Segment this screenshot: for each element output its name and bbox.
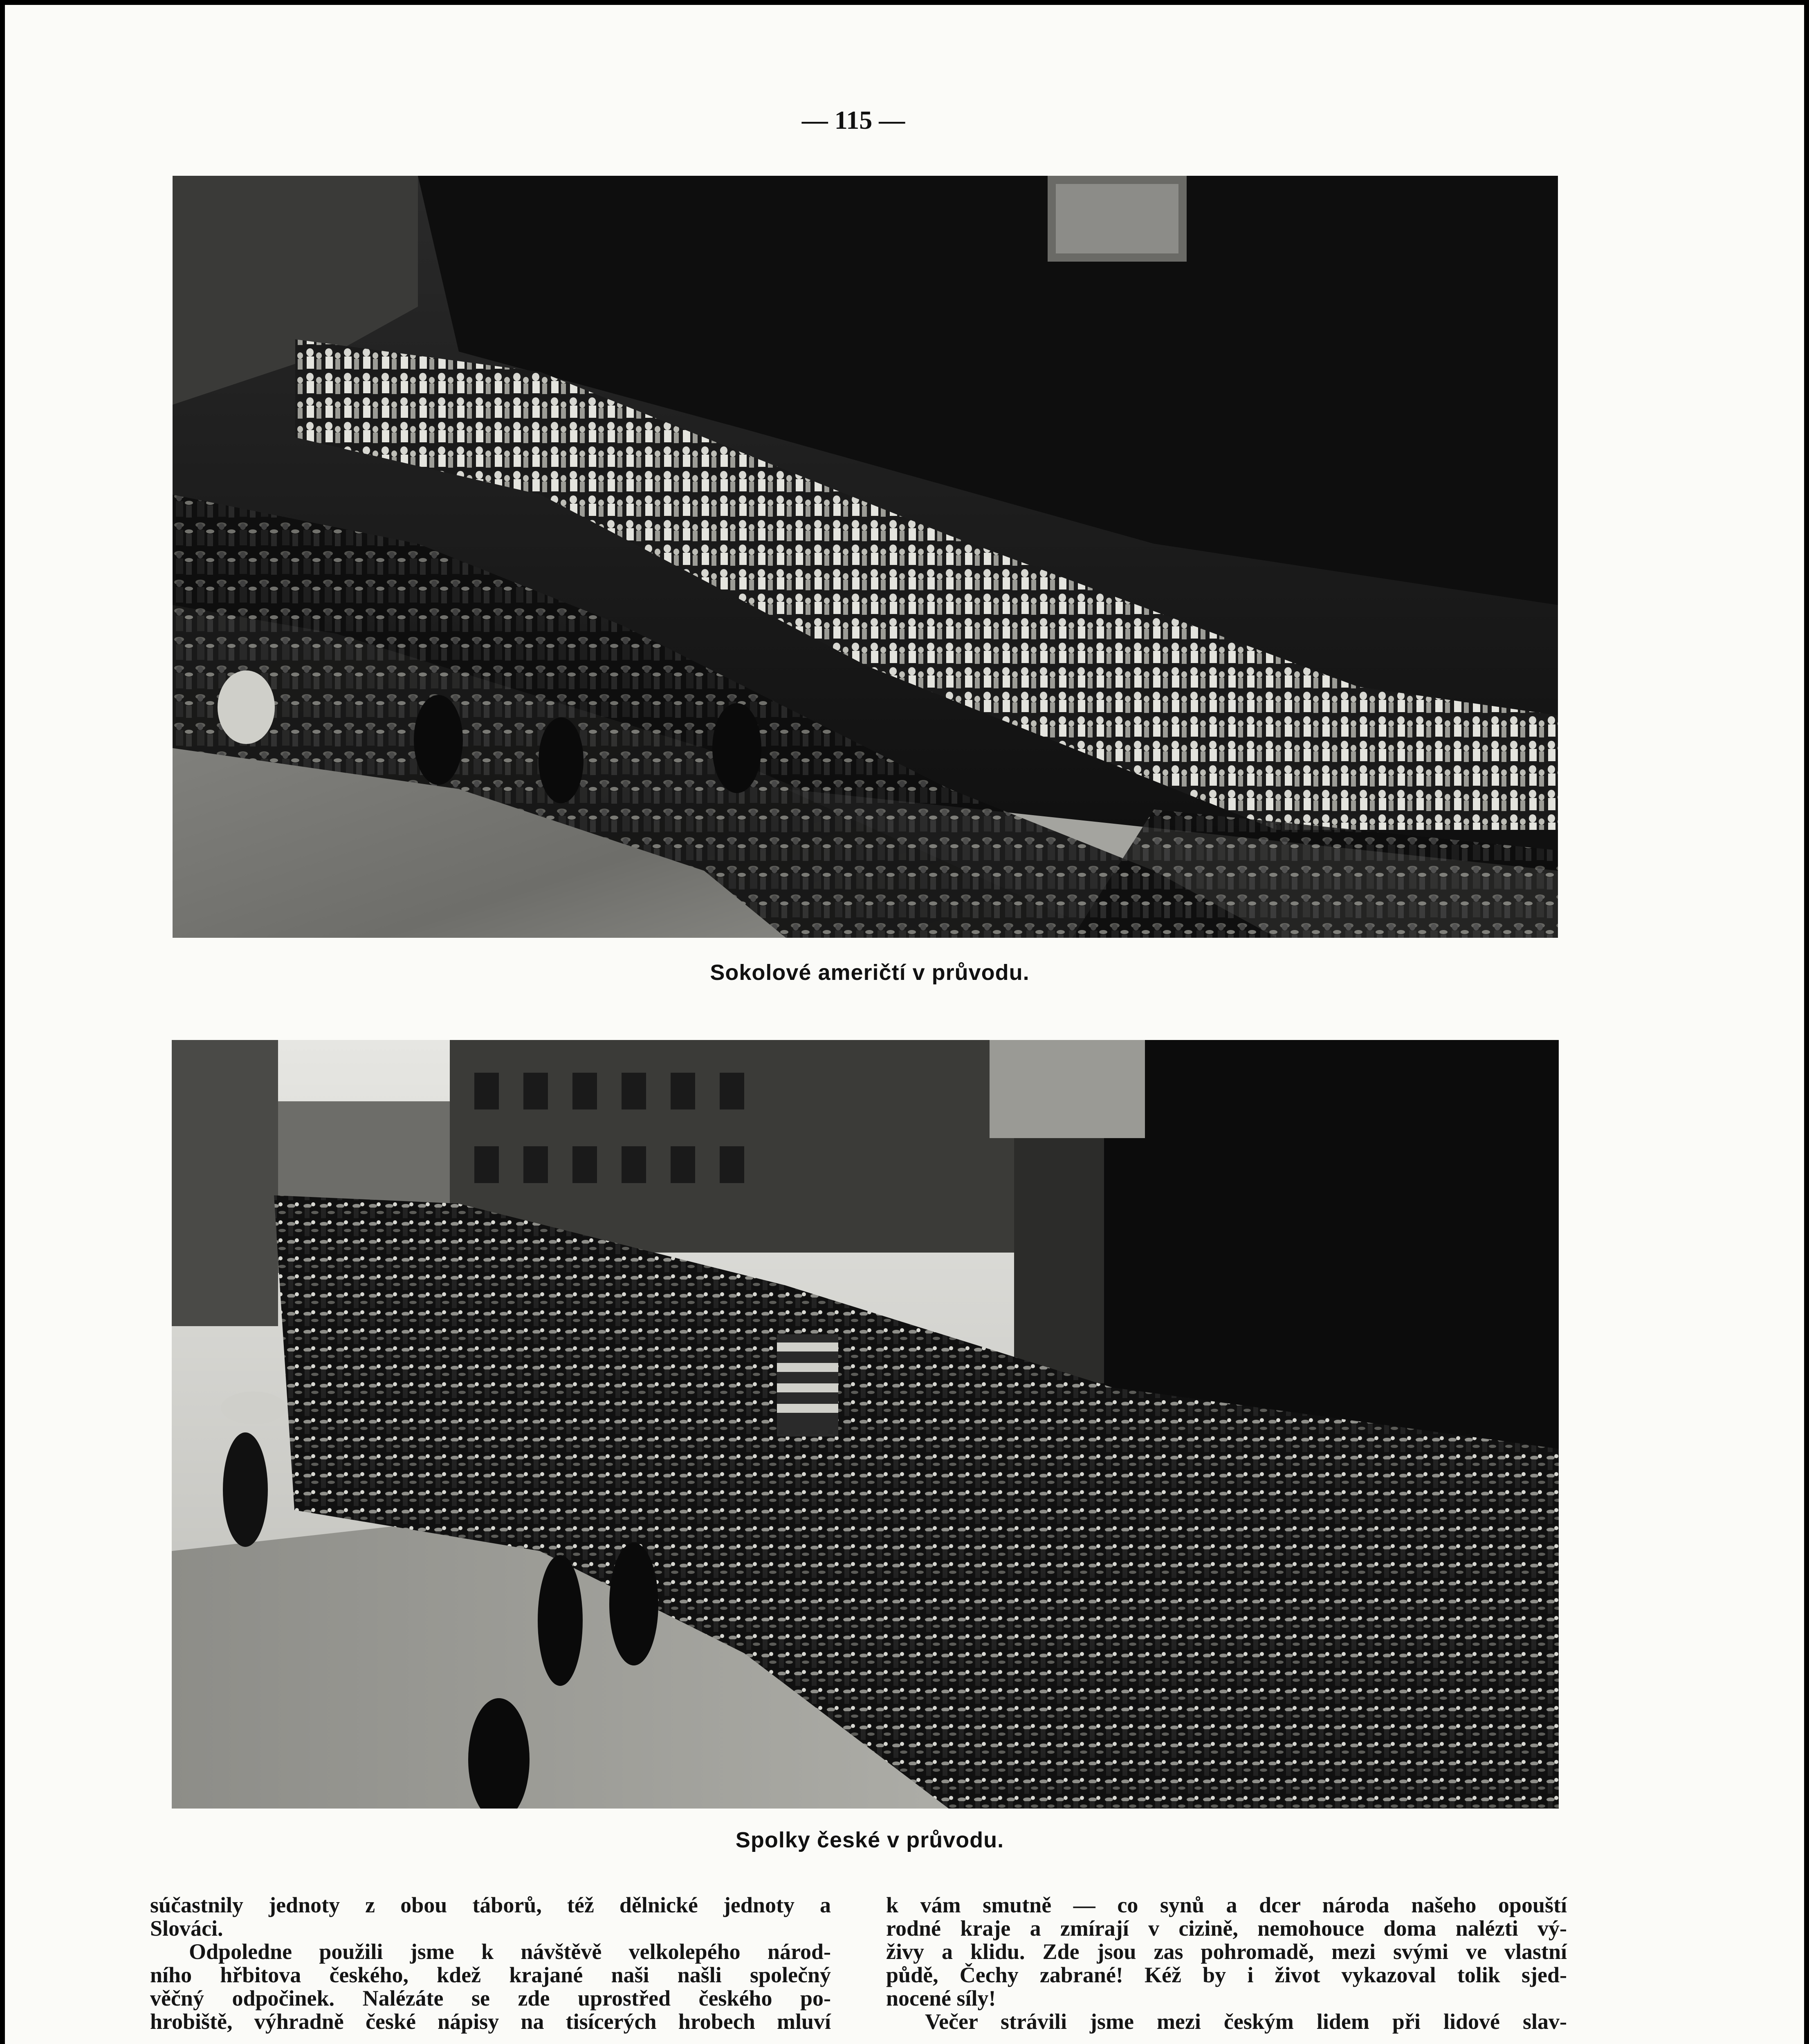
paragraph <box>886 1894 1567 2010</box>
parade-photo-societies <box>172 1040 1559 1809</box>
text-line: k vám smutně — co synů a dcer národa našeho opouští <box>886 1893 1567 1917</box>
photo-caption-societies: Spolky české v průvodu. <box>735 1828 1004 1852</box>
text-line: rodné kraje a zmírají v cizině, nemohouce doma nalézti vý- <box>886 1916 1567 1941</box>
text-line: živy a klidu. Zde jsou zas pohromadě, mezi svými ve vlastní <box>886 1939 1567 1964</box>
text-line: Večer strávili jsme mezi českým lidem při lidové slav- <box>925 2009 1567 2034</box>
text-line: nocené síly! <box>886 1986 996 2010</box>
photo-caption-sokol: Sokolové američtí v průvodu. <box>710 960 1030 985</box>
text-line: súčastnily jednoty z obou táborů, též dělnické jednoty a <box>150 1893 831 1917</box>
paragraph <box>150 1894 831 1940</box>
parade-photo-sokol <box>173 176 1558 938</box>
text-line: věčný odpočinek. Nalézáte se zde uprostřed českého po- <box>150 1986 831 2010</box>
parade-photo-societies-image <box>172 1040 1559 1809</box>
text-line: hrobiště, výhradně české nápisy na tisícerých hrobech mluví <box>150 2009 831 2034</box>
text-column-left <box>150 1894 831 2033</box>
text-column-right <box>886 1894 1567 2033</box>
text-line: Slováci. <box>150 1916 223 1941</box>
text-line: Odpoledne použili jsme k návštěvě velkolepého národ- <box>189 1939 831 1964</box>
text-line: půdě, Čechy zabrané! Kéž by i život vykazoval tolik sjed- <box>886 1963 1567 1987</box>
paragraph <box>886 2010 1567 2033</box>
paragraph <box>150 1940 831 2033</box>
text-line: ního hřbitova českého, kdež krajané naši našli společný <box>150 1963 831 1987</box>
page-number: — 115 — <box>801 105 905 134</box>
parade-photo-sokol-image <box>173 176 1558 938</box>
page <box>5 5 1804 2044</box>
